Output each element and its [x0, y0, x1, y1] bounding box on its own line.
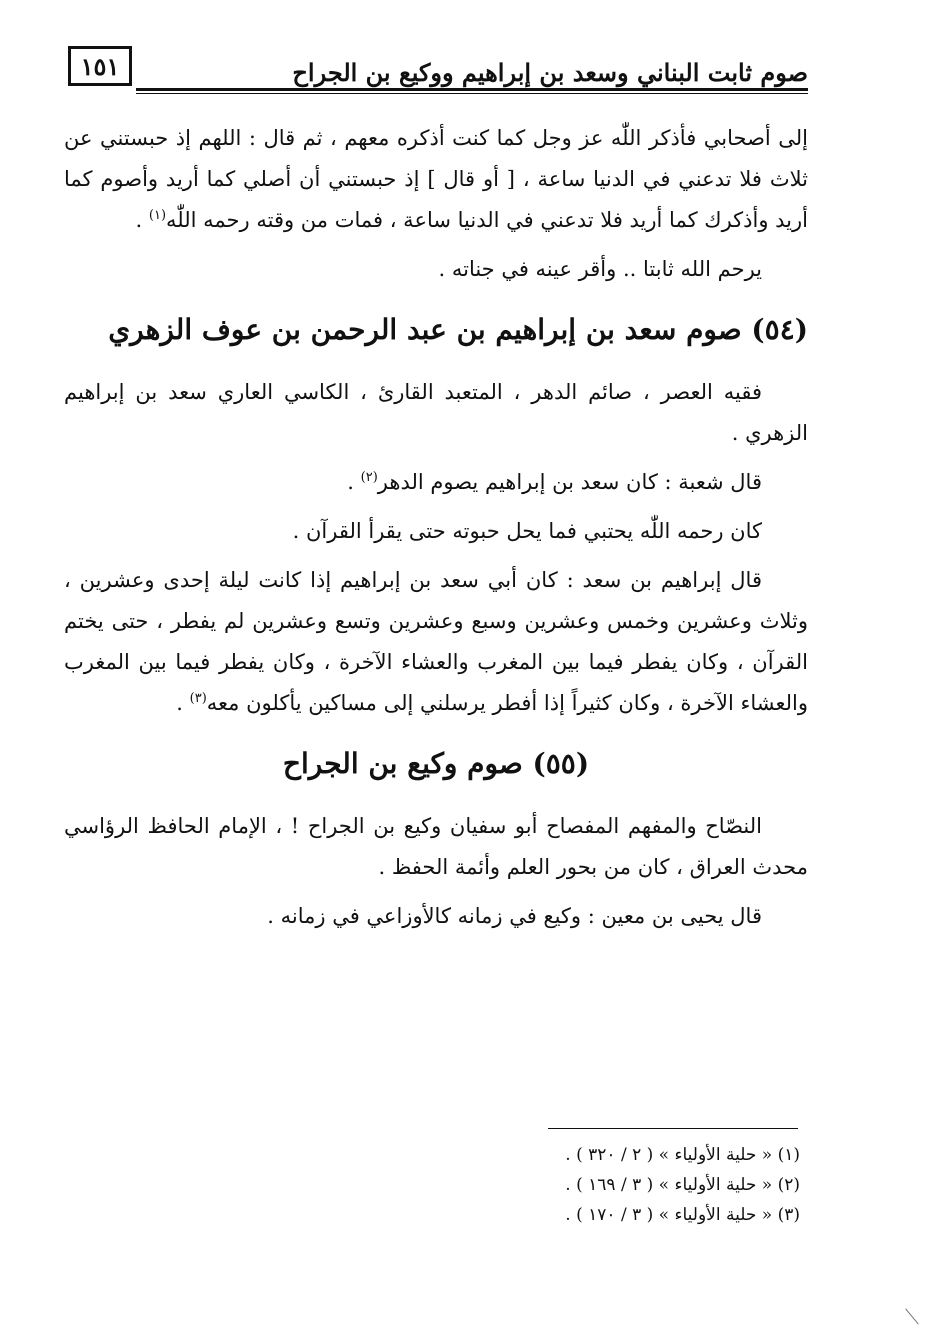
paragraph-8: قال يحيى بن معين : وكيع في زمانه كالأوزاعي في زمانه . — [267, 904, 762, 928]
section-heading-55: (٥٥) صوم وكيع بن الجراح — [282, 747, 590, 780]
paragraph-5: كان رحمه اللّٰه يحتبي فما يحل حبوته حتى يقرأ القرآن . — [292, 519, 762, 543]
page-header — [68, 44, 808, 96]
paragraph-7: النصّاح والمفهم المفصاح أبو سفيان وكيع بن الجراح ! ، الإمام الحافظ الرؤاسي محدث العراق ، كان من بحور العلم وأئمة الحفظ . — [64, 814, 808, 879]
page-number: ١٥١ — [68, 46, 132, 86]
main-text — [64, 118, 808, 945]
paragraph-3: فقيه العصر ، صائم الدهر ، المتعبد القارئ ، الكاسي العاري سعد بن إبراهيم الزهري . — [64, 380, 808, 445]
footnote-1: (١) « حلية الأولياء » ( ٢ / ٣٢٠ ) . — [565, 1145, 800, 1165]
footnote-ref-1: (١) — [148, 208, 167, 223]
paragraph-6 — [64, 560, 808, 724]
section-heading-54: (٥٤) صوم سعد بن إبراهيم بن عبد الرحمن بن عوف الزهري — [108, 313, 808, 346]
header-rule — [136, 88, 808, 91]
footnote-ref-3: (٣) — [189, 691, 207, 706]
running-title: صوم ثابت البناني وسعد بن إبراهيم ووكيع بن الجراح — [292, 58, 808, 87]
paragraph-1 — [64, 118, 808, 241]
footnote-3: (٣) « حلية الأولياء » ( ٣ / ١٧٠ ) . — [565, 1205, 800, 1225]
paragraph-2: يرحم الله ثابتا .. وأقر عينه في جناته . — [438, 257, 762, 281]
paragraph-6-end: . — [176, 691, 190, 715]
paragraph-1-text: إلى أصحابي فأذكر اللّٰه عز وجل كما كنت أذكره معهم ، ثم قال : اللهم إذ حبستني عن ثلاث فلا تدعني في الدنيا ساعة ، [ أو قال ] إذ حبستني أن أصلي كما أريد وأصوم كما أريد وأذكرك كما أريد فلا تدعني في الدنيا ساعة ، فمات من وقته رحمه اللّٰه — [64, 126, 808, 232]
footnote-2: (٢) « حلية الأولياء » ( ٣ / ١٦٩ ) . — [565, 1175, 800, 1195]
paragraph-1-end: . — [135, 208, 149, 232]
footnote-ref-2: (٢) — [360, 470, 378, 485]
paragraph-6-text: قال إبراهيم بن سعد : كان أبي سعد بن إبراهيم إذا كانت ليلة إحدى وعشرين ، وثلاث وعشرين وخمس وعشرين وسبع وعشرين وتسع وعشرين لم يفطر ، حتى يختم القرآن ، وكان يفطر فيما بين المغرب والعشاء الآخرة ، وكان يفطر فيما بين المغرب والعشاء الآخرة ، وكان كثيراً إذا أفطر يرسلني إلى مساكين يأكلون معه — [64, 568, 808, 715]
paragraph-4-end: . — [347, 470, 361, 494]
footnote-separator — [548, 1128, 798, 1129]
footnotes — [400, 1140, 800, 1230]
paragraph-4-text: قال شعبة : كان سعد بن إبراهيم يصوم الدهر — [377, 470, 762, 494]
scan-mark — [905, 1309, 919, 1325]
paragraph-4 — [64, 462, 808, 503]
header-rule-thin — [136, 93, 808, 94]
